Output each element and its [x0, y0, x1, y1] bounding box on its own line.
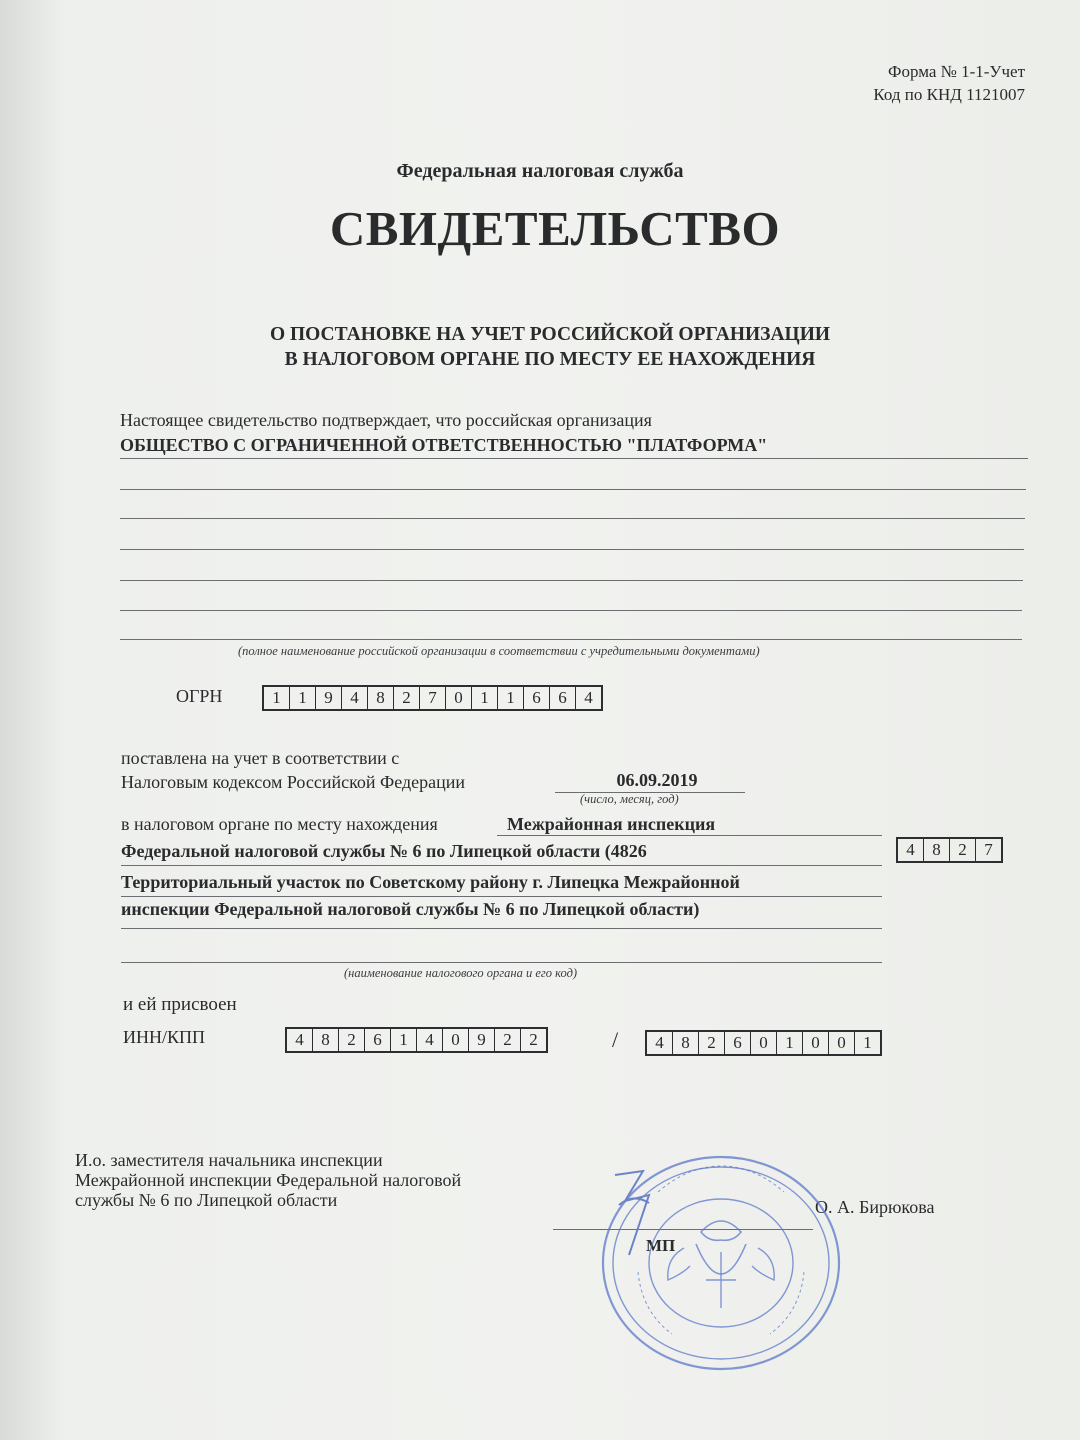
- signature-icon: [605, 1165, 675, 1275]
- authority-hint: (наименование налогового органа и его код): [344, 966, 578, 980]
- authority-underline-5: [121, 962, 882, 963]
- ogrn-digit-cell: 6: [550, 687, 576, 709]
- inn-digit-cell: 4: [287, 1029, 313, 1051]
- authority-code-cells: [896, 837, 1003, 863]
- authority-code-digit-cell: 8: [924, 839, 950, 861]
- signatory-position-line-3: службы № 6 по Липецкой области: [75, 1190, 338, 1210]
- form-number: Форма № 1-1-Учет: [888, 62, 1025, 81]
- inn-kpp-label: ИНН/КПП: [123, 1027, 206, 1047]
- inn-digit-cell: 2: [339, 1029, 365, 1051]
- kpp-digit-cell: 2: [699, 1032, 725, 1054]
- signatory-name: О. А. Бирюкова: [815, 1197, 935, 1217]
- form-meta: [873, 60, 1025, 106]
- registration-line-2: Налоговым кодексом Российской Федерации: [121, 772, 466, 792]
- inn-digit-cell: 0: [443, 1029, 469, 1051]
- signatory-position-line-1: И.о. заместителя начальника инспекции: [75, 1150, 383, 1170]
- name-line-6: [120, 610, 1022, 611]
- inn-digit-cell: 1: [391, 1029, 417, 1051]
- name-line-7: [120, 639, 1022, 640]
- ogrn-digit-cell: 4: [342, 687, 368, 709]
- authority-underline-1: [497, 835, 882, 836]
- kpp-digit-cell: 1: [777, 1032, 803, 1054]
- ogrn-digit-cell: 0: [446, 687, 472, 709]
- ogrn-digit-cell: 7: [420, 687, 446, 709]
- authority-line-1: Межрайонная инспекция: [507, 814, 716, 834]
- registration-date: 06.09.2019: [616, 770, 698, 790]
- authority-code-digit-cell: 7: [984, 840, 993, 859]
- ogrn-digit-cell: 1: [498, 687, 524, 709]
- authority-line-2: Федеральной налоговой службы № 6 по Липецкой области (4826: [121, 841, 647, 861]
- signatory-position-line-2: Межрайонной инспекции Федеральной налоговой: [75, 1170, 462, 1190]
- subtitle-line-1: О ПОСТАНОВКЕ НА УЧЕТ РОССИЙСКОЙ ОРГАНИЗАЦИИ: [269, 324, 831, 345]
- kpp-digit-cell: 0: [751, 1032, 777, 1054]
- authority-line-3: Территориальный участок по Советскому району г. Липецка Межрайонной: [121, 872, 740, 892]
- organization-intro: Настоящее свидетельство подтверждает, что российская организация: [120, 410, 652, 430]
- ogrn-label: ОГРН: [176, 686, 223, 706]
- name-line-4: [120, 549, 1024, 550]
- ogrn-digit-cell: 1: [290, 687, 316, 709]
- signatory-position: [75, 1150, 461, 1210]
- ogrn-digit-cell: 8: [368, 687, 394, 709]
- kpp-digit-cell: 6: [725, 1032, 751, 1054]
- agency-name: Федеральная налоговая служба: [396, 160, 684, 182]
- ogrn-digit-cell: 1: [264, 687, 290, 709]
- registration-line-1: поставлена на учет в соответствии с: [121, 748, 400, 768]
- organization-name-hint: (полное наименование российской организации в соответствии с учредительными документами): [238, 644, 760, 658]
- authority-underline-4: [121, 928, 882, 929]
- kpp-cells: [645, 1030, 882, 1056]
- name-line-5: [120, 580, 1023, 581]
- ogrn-digit-cell: 6: [524, 687, 550, 709]
- subtitle-line-2: В НАЛОГОВОМ ОРГАНЕ ПО МЕСТУ ЕЕ НАХОЖДЕНИЯ: [284, 349, 816, 370]
- authority-line-4: инспекции Федеральной налоговой службы № 6 по Липецкой области): [121, 899, 700, 919]
- inn-digit-cell: 2: [529, 1030, 538, 1049]
- organization-name: ОБЩЕСТВО С ОГРАНИЧЕННОЙ ОТВЕТСТВЕННОСТЬЮ "ПЛАТФОРМА": [120, 435, 768, 455]
- authority-code-digit-cell: 4: [898, 839, 924, 861]
- authority-underline-3: [121, 896, 882, 897]
- inn-digit-cell: 8: [313, 1029, 339, 1051]
- ogrn-cells: [262, 685, 603, 711]
- kpp-digit-cell: 8: [673, 1032, 699, 1054]
- inn-digit-cell: 6: [365, 1029, 391, 1051]
- ogrn-digit-cell: 9: [316, 687, 342, 709]
- kpp-digit-cell: 0: [803, 1032, 829, 1054]
- ogrn-digit-cell: 2: [394, 687, 420, 709]
- knd-code: Код по КНД 1121007: [873, 85, 1025, 104]
- authority-label: в налоговом органе по месту нахождения: [121, 814, 438, 834]
- ogrn-digit-cell: 4: [584, 688, 593, 707]
- inn-digit-cell: 2: [495, 1029, 521, 1051]
- name-line-2: [120, 489, 1026, 490]
- kpp-digit-cell: 1: [863, 1033, 872, 1052]
- ogrn-digit-cell: 1: [472, 687, 498, 709]
- name-line-3: [120, 518, 1025, 519]
- kpp-digit-cell: 0: [829, 1032, 855, 1054]
- document-subtitle: [0, 322, 1080, 372]
- inn-digit-cell: 4: [417, 1029, 443, 1051]
- inn-cells: [285, 1027, 548, 1053]
- authority-code-digit-cell: 2: [950, 839, 976, 861]
- name-line-1: [120, 458, 1028, 459]
- kpp-digit-cell: 4: [647, 1032, 673, 1054]
- inn-kpp-separator: /: [612, 1027, 619, 1052]
- authority-underline-2: [121, 865, 882, 866]
- inn-digit-cell: 9: [469, 1029, 495, 1051]
- assigned-label: и ей присвоен: [123, 994, 237, 1015]
- date-hint: (число, месяц, год): [580, 792, 679, 806]
- stamp-place-label: МП: [646, 1236, 676, 1255]
- document-title: СВИДЕТЕЛЬСТВО: [329, 201, 781, 256]
